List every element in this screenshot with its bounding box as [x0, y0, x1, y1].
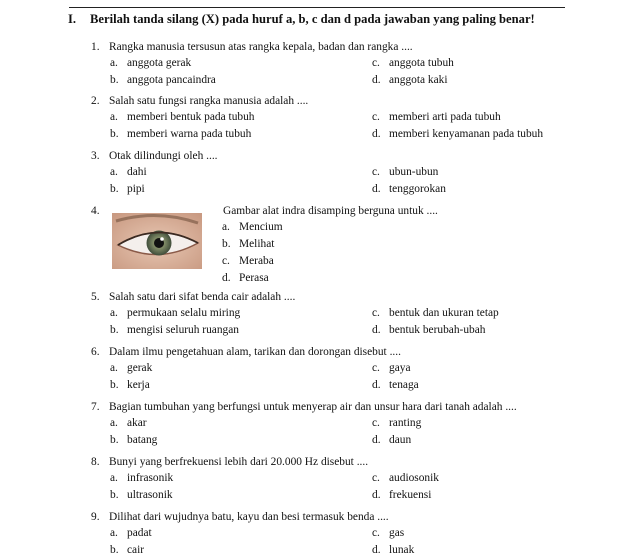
question-stem: Salah satu dari sifat benda cair adalah .... [109, 291, 296, 303]
option-letter: a. [110, 417, 118, 429]
option-a[interactable] [110, 470, 173, 486]
option-text: daun [389, 434, 412, 446]
option-c[interactable] [372, 525, 404, 541]
option-text: lunak [389, 544, 415, 556]
option-letter: c. [372, 417, 380, 429]
option-letter: a. [110, 111, 118, 123]
option-letter: d. [372, 544, 381, 556]
option-d[interactable] [372, 542, 414, 558]
option-b[interactable] [110, 322, 239, 338]
option-text: anggota gerak [127, 57, 192, 69]
option-text: bentuk berubah-ubah [389, 324, 486, 336]
option-d[interactable] [372, 126, 543, 142]
question-number: 3. [91, 150, 100, 162]
option-c[interactable] [372, 109, 501, 125]
option-a[interactable] [110, 109, 254, 125]
option-text: gaya [389, 362, 411, 374]
option-c[interactable] [372, 415, 421, 431]
question-stem: Gambar alat indra disamping berguna untuk .... [223, 205, 438, 217]
option-text: tenaga [389, 379, 419, 391]
question-number: 9. [91, 511, 100, 523]
option-b[interactable] [110, 181, 145, 197]
question-number: 5. [91, 291, 100, 303]
option-c[interactable] [372, 305, 499, 321]
option-text: memberi bentuk pada tubuh [127, 111, 255, 123]
eye-photo [112, 213, 202, 269]
option-letter: c. [372, 166, 380, 178]
option-text: ranting [389, 417, 422, 429]
option-letter: d. [372, 128, 381, 140]
option-text: mengisi seluruh ruangan [127, 324, 239, 336]
option-d[interactable] [372, 72, 448, 88]
option-letter: a. [110, 307, 118, 319]
option-text: permukaan selalu miring [127, 307, 241, 319]
question-stem: Rangka manusia tersusun atas rangka kepala, badan dan rangka .... [109, 41, 413, 53]
question-number: 7. [91, 401, 100, 413]
option-text: memberi arti pada tubuh [389, 111, 501, 123]
option-c[interactable] [372, 360, 411, 376]
option-b[interactable] [222, 236, 274, 252]
option-c[interactable] [372, 55, 454, 71]
option-letter: c. [372, 472, 380, 484]
option-a[interactable] [110, 305, 240, 321]
option-letter: a. [110, 472, 118, 484]
option-text: tenggorokan [389, 183, 446, 195]
question-stem: Salah satu fungsi rangka manusia adalah .... [109, 95, 309, 107]
option-text: frekuensi [389, 489, 432, 501]
option-b[interactable] [110, 126, 251, 142]
option-b[interactable] [110, 542, 144, 558]
option-text: cair [127, 544, 145, 556]
option-letter: c. [372, 307, 380, 319]
option-letter: a. [222, 221, 230, 233]
option-letter: c. [372, 362, 380, 374]
question-number: 4. [91, 205, 100, 217]
option-c[interactable] [222, 253, 274, 269]
option-b[interactable] [110, 432, 157, 448]
option-letter: b. [110, 489, 119, 501]
question-stem: Bagian tumbuhan yang berfungsi untuk menyerap air dan unsur hara dari tanah adalah .... [109, 401, 517, 413]
option-letter: b. [110, 434, 119, 446]
question-number: 8. [91, 456, 100, 468]
option-a[interactable] [110, 164, 147, 180]
option-letter: b. [110, 324, 119, 336]
option-letter: d. [372, 324, 381, 336]
question-number: 6. [91, 346, 100, 358]
option-text: anggota tubuh [389, 57, 454, 69]
question-number: 2. [91, 95, 100, 107]
top-rule [69, 7, 565, 8]
option-letter: a. [110, 166, 118, 178]
option-text: anggota pancaindra [127, 74, 216, 86]
option-text: padat [127, 527, 152, 539]
option-letter: b. [110, 128, 119, 140]
option-letter: c. [372, 111, 380, 123]
option-b[interactable] [110, 487, 173, 503]
option-text: anggota kaki [389, 74, 448, 86]
option-letter: b. [110, 379, 119, 391]
option-letter: a. [110, 527, 118, 539]
question-stem: Otak dilindungi oleh .... [109, 150, 218, 162]
option-a[interactable] [110, 360, 152, 376]
option-d[interactable] [222, 270, 269, 286]
option-text: ubun-ubun [389, 166, 439, 178]
section-number: I. [68, 12, 77, 26]
option-letter: d. [222, 272, 231, 284]
option-d[interactable] [372, 377, 419, 393]
option-letter: b. [110, 183, 119, 195]
question-number: 1. [91, 41, 100, 53]
option-text: batang [127, 434, 158, 446]
option-c[interactable] [372, 164, 438, 180]
option-letter: d. [372, 434, 381, 446]
option-text: Mencium [239, 221, 283, 233]
option-d[interactable] [372, 322, 485, 338]
question-stem: Bunyi yang berfrekuensi lebih dari 20.000 Hz disebut .... [109, 456, 369, 468]
option-letter: c. [372, 527, 380, 539]
option-letter: c. [222, 255, 230, 267]
option-letter: b. [110, 74, 119, 86]
option-text: memberi kenyamanan pada tubuh [389, 128, 544, 140]
instruction-text: Berilah tanda silang (X) pada huruf a, b, c dan d pada jawaban yang paling benar! [90, 12, 535, 26]
option-b[interactable] [110, 72, 216, 88]
option-letter: d. [372, 74, 381, 86]
option-d[interactable] [372, 432, 411, 448]
option-a[interactable] [110, 525, 152, 541]
option-text: ultrasonik [127, 489, 173, 501]
option-c[interactable] [372, 470, 439, 486]
option-text: memberi warna pada tubuh [127, 128, 252, 140]
option-text: Meraba [239, 255, 274, 267]
option-letter: a. [110, 362, 118, 374]
option-d[interactable] [372, 181, 446, 197]
option-a[interactable] [110, 415, 147, 431]
option-letter: d. [372, 379, 381, 391]
option-letter: c. [372, 57, 380, 69]
option-letter: d. [372, 183, 381, 195]
option-letter: d. [372, 489, 381, 501]
option-d[interactable] [372, 487, 431, 503]
option-text: gas [389, 527, 405, 539]
option-text: pipi [127, 183, 145, 195]
option-letter: b. [222, 238, 231, 250]
option-text: Perasa [239, 272, 269, 284]
option-text: kerja [127, 379, 150, 391]
option-b[interactable] [110, 377, 150, 393]
question-stem: Dilihat dari wujudnya batu, kayu dan besi termasuk benda .... [109, 511, 389, 523]
option-letter: a. [110, 57, 118, 69]
option-a[interactable] [110, 55, 191, 71]
option-a[interactable] [222, 219, 283, 235]
option-letter: b. [110, 544, 119, 556]
option-text: bentuk dan ukuran tetap [389, 307, 499, 319]
option-text: Melihat [239, 238, 275, 250]
question-stem: Dalam ilmu pengetahuan alam, tarikan dan dorongan disebut .... [109, 346, 401, 358]
option-text: audiosonik [389, 472, 439, 484]
option-text: akar [127, 417, 147, 429]
option-text: dahi [127, 166, 147, 178]
option-text: infrasonik [127, 472, 174, 484]
option-text: gerak [127, 362, 153, 374]
